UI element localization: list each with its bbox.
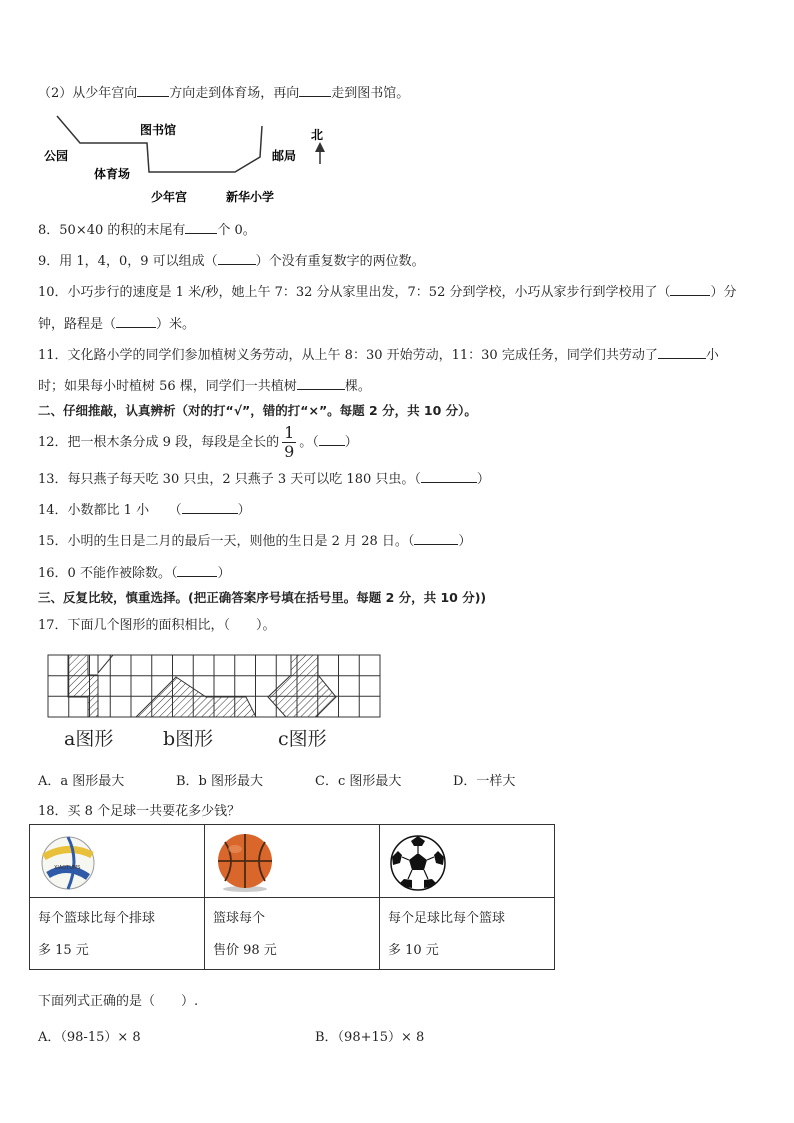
basketball-icon bbox=[213, 831, 277, 895]
q7-part2: （2）从少年宫向 方向走到体育场，再向 走到图书馆。 bbox=[38, 86, 410, 101]
q17-option-b[interactable]: B．b 图形最大 bbox=[176, 774, 264, 789]
basketball-cell bbox=[205, 825, 380, 898]
question-10-line1: 10．小巧步行的速度是 1 米/秒，她上午 7：32 分从家里出发，7：52 分到学校，小巧从家步行到学校用了（ ）分 bbox=[38, 285, 737, 300]
price-table bbox=[29, 824, 555, 970]
question-17-stem: 17．下面几个图形的面积相比，（ ）。 bbox=[38, 618, 276, 633]
info-cell-soccer-vs-basketball: 每个足球比每个篮球 多 10 元 bbox=[380, 898, 555, 970]
figure-label-b: b图形 bbox=[163, 728, 214, 750]
q17-option-d[interactable]: D．一样大 bbox=[453, 774, 516, 789]
map-label-north: 北 bbox=[311, 128, 324, 142]
answer-blank[interactable] bbox=[414, 532, 458, 545]
fraction: $\frac{1}{9}$ bbox=[284, 423, 295, 461]
map-label-park: 公园 bbox=[44, 149, 69, 163]
question-18-prompt: 下面列式正确的是（ ）. bbox=[38, 994, 199, 1009]
question-11-line1: 11．文化路小学的同学们参加植树义务劳动，从上午 8：30 开始劳动，11：30 完成任务，同学们共劳动了 小 bbox=[38, 348, 719, 363]
figure-label-a: a图形 bbox=[64, 728, 114, 750]
info-cell-basketball-price: 篮球每个 售价 98 元 bbox=[205, 898, 380, 970]
area-grid-figure bbox=[46, 653, 386, 723]
answer-blank[interactable] bbox=[177, 564, 217, 577]
question-18-stem: 18．买 8 个足球一共要花多少钱？ bbox=[38, 804, 241, 819]
question-15: 15．小明的生日是二月的最后一天，则他的生日是 2 月 28 日。（ ） bbox=[38, 534, 472, 549]
shape-c bbox=[268, 655, 336, 717]
map-label-youth-palace: 少年宫 bbox=[151, 190, 188, 204]
q17-option-c[interactable]: C．c 图形最大 bbox=[315, 774, 402, 789]
question-10-line2: 钟，路程是（ ）米。 bbox=[38, 317, 196, 332]
question-9: 9．用 1，4，0，9 可以组成（ ）个没有重复数字的两位数。 bbox=[38, 254, 425, 269]
section-3-heading: 三、反复比较，慎重选择。(把正确答案序号填在括号里。每题 2 分，共 10 分)) bbox=[38, 590, 487, 605]
answer-blank[interactable] bbox=[299, 84, 331, 97]
answer-blank[interactable] bbox=[658, 346, 706, 359]
map-label-xinhua-school: 新华小学 bbox=[226, 190, 275, 204]
soccer-ball-cell bbox=[380, 825, 555, 898]
answer-blank[interactable] bbox=[670, 283, 710, 296]
question-13: 13．每只燕子每天吃 30 只虫，2 只燕子 3 天可以吃 180 只虫。（ ） bbox=[38, 472, 490, 487]
answer-blank[interactable] bbox=[319, 433, 345, 446]
volleyball-icon bbox=[38, 833, 98, 893]
route-map bbox=[40, 112, 340, 207]
map-label-library: 图书馆 bbox=[140, 123, 177, 137]
map-label-stadium: 体育场 bbox=[94, 167, 131, 181]
q17-option-a[interactable]: A．a 图形最大 bbox=[38, 774, 125, 789]
question-8: 8．50×40 的积的末尾有 个 0。 bbox=[38, 223, 256, 238]
figure-label-c: c图形 bbox=[278, 728, 327, 750]
answer-blank[interactable] bbox=[297, 377, 345, 390]
volleyball-brand: XIAOTUMS bbox=[54, 865, 81, 871]
question-14: 14．小数都比 1 小 （ ） bbox=[38, 503, 251, 518]
info-cell-basketball-vs-volleyball: 每个篮球比每个排球 多 15 元 bbox=[30, 898, 205, 970]
soccer-ball-icon bbox=[388, 833, 448, 893]
answer-blank[interactable] bbox=[137, 84, 169, 97]
answer-blank[interactable] bbox=[185, 221, 217, 234]
volleyball-cell bbox=[30, 825, 205, 898]
question-11-line2: 时；如果每小时植树 56 棵，同学们一共植树 棵。 bbox=[38, 379, 371, 394]
question-12: 12．把一根木条分成 9 段，每段是全长的 $\frac{1}{9}$ 。（ ） bbox=[38, 423, 358, 461]
map-label-post-office: 邮局 bbox=[272, 149, 297, 163]
shape-b bbox=[136, 677, 256, 717]
answer-blank[interactable] bbox=[182, 501, 238, 514]
q18-option-b[interactable]: B．（98+15）× 8 bbox=[315, 1030, 425, 1045]
section-2-heading: 二、仔细推敲，认真辨析（对的打“√”，错的打“×”。每题 2 分，共 10 分）。 bbox=[38, 403, 477, 418]
answer-blank[interactable] bbox=[218, 252, 256, 265]
question-16: 16．0 不能作被除数。（ ） bbox=[38, 566, 231, 581]
north-arrow-head bbox=[315, 142, 325, 152]
answer-blank[interactable] bbox=[116, 315, 156, 328]
answer-blank[interactable] bbox=[421, 470, 477, 483]
q18-option-a[interactable]: A．（98-15）× 8 bbox=[38, 1030, 141, 1045]
shape-a bbox=[68, 655, 98, 717]
